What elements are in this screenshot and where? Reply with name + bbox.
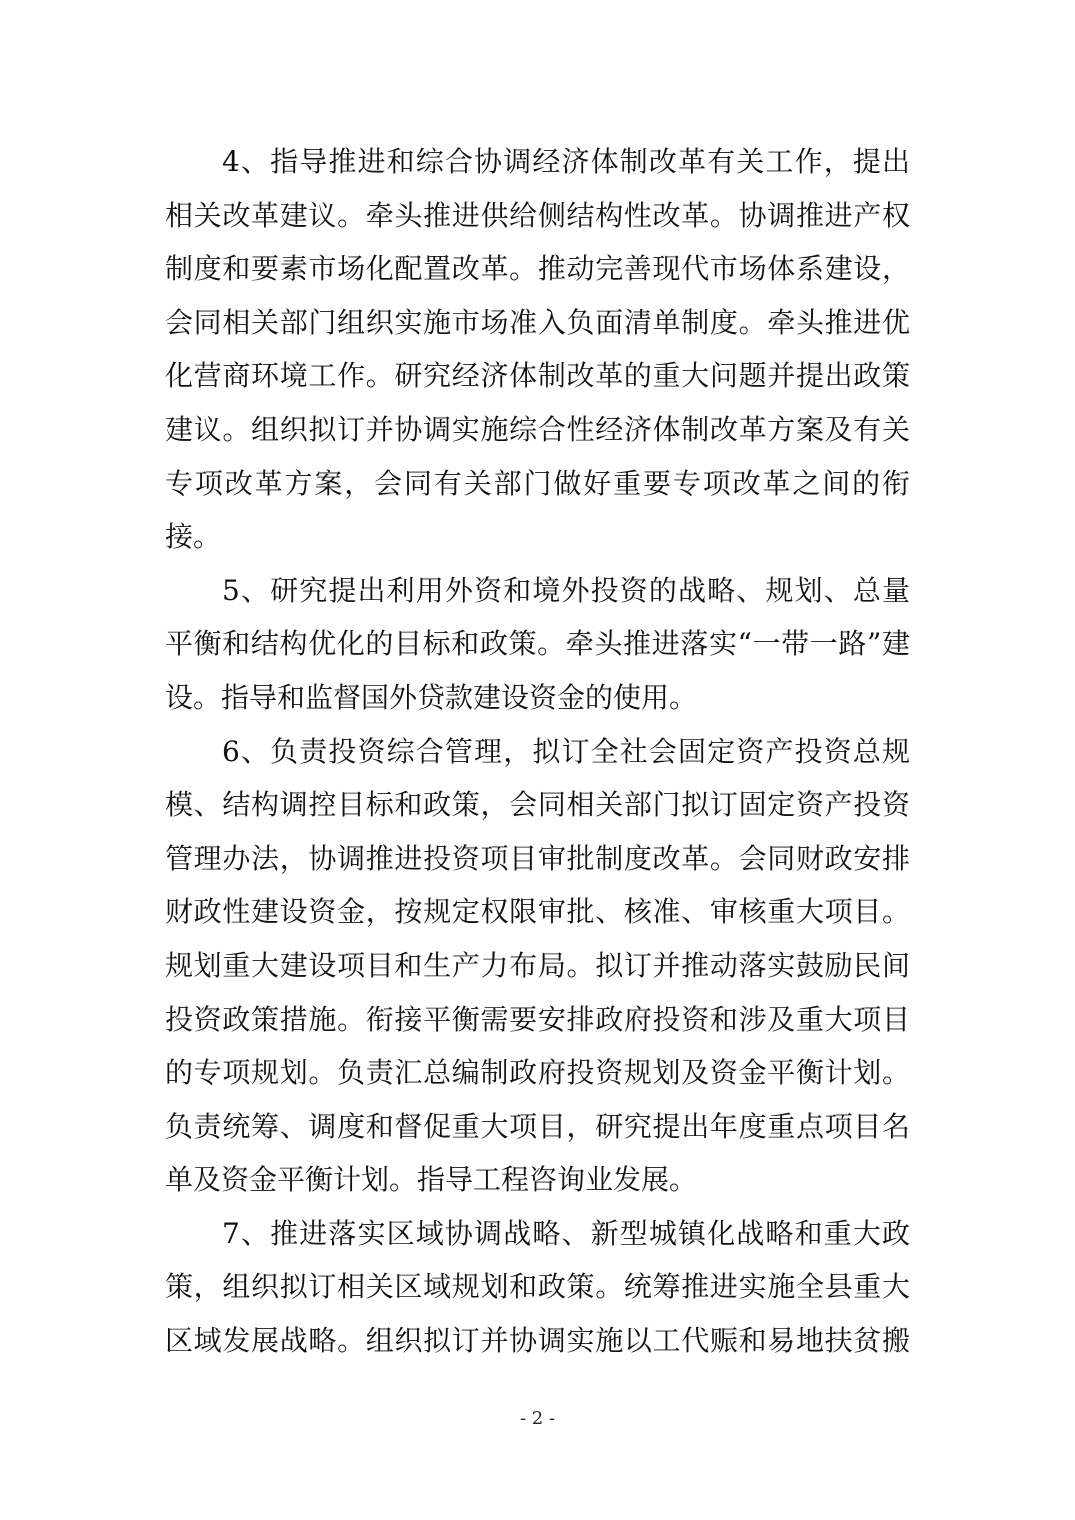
text-line: 接。 [165, 520, 222, 554]
text-line: 7、推进落实区域协调战略、新型城镇化战略和重大政 [222, 1216, 910, 1250]
text-line: 投资政策措施。衔接平衡需要安排政府投资和涉及重大项目 [165, 1002, 910, 1036]
text-line: 专项改革方案，会同有关部门做好重要专项改革之间的衔 [165, 466, 910, 500]
paragraph-5 [165, 564, 910, 725]
text-line: 平衡和结构优化的目标和政策。牵头推进落实“一带一路”建 [165, 627, 910, 661]
text-line: 5、研究提出利用外资和境外投资的战略、规划、总量 [222, 573, 910, 607]
text-line: 建议。组织拟订并协调实施综合性经济体制改革方案及有关 [165, 412, 910, 446]
text-line: 规划重大建设项目和生产力布局。拟订并推动落实鼓励民间 [165, 948, 910, 982]
text-line: 6、负责投资综合管理，拟订全社会固定资产投资总规 [222, 734, 910, 768]
text-line: 管理办法，协调推进投资项目审批制度改革。会同财政安排 [165, 841, 910, 875]
text-line: 策，组织拟订相关区域规划和政策。统筹推进实施全县重大 [165, 1270, 910, 1304]
page-number: - 2 - [519, 1408, 556, 1429]
document-body [165, 135, 910, 1368]
text-line: 负责统筹、调度和督促重大项目，研究提出年度重点项目名 [165, 1109, 910, 1143]
text-line: 化营商环境工作。研究经济体制改革的重大问题并提出政策 [165, 359, 910, 393]
text-line: 单及资金平衡计划。指导工程咨询业发展。 [165, 1163, 698, 1197]
text-line: 财政性建设资金，按规定权限审批、核准、审核重大项目。 [165, 895, 910, 929]
text-line: 会同相关部门组织实施市场准入负面清单制度。牵头推进优 [165, 305, 910, 339]
text-line: 设。指导和监督国外贷款建设资金的使用。 [165, 680, 698, 714]
text-line: 模、结构调控目标和政策，会同相关部门拟订固定资产投资 [165, 788, 910, 822]
paragraph-4 [165, 135, 910, 564]
paragraph-6 [165, 725, 910, 1207]
text-line: 相关改革建议。牵头推进供给侧结构性改革。协调推进产权 [165, 198, 910, 232]
paragraph-7 [165, 1207, 910, 1368]
text-line: 区域发展战略。组织拟订并协调实施以工代赈和易地扶贫搬 [165, 1324, 910, 1358]
text-line: 4、指导推进和综合协调经济体制改革有关工作，提出 [222, 145, 910, 178]
text-line: 制度和要素市场化配置改革。推动完善现代市场体系建设， [165, 252, 910, 286]
text-line: 的专项规划。负责汇总编制政府投资规划及资金平衡计划。 [165, 1056, 910, 1090]
